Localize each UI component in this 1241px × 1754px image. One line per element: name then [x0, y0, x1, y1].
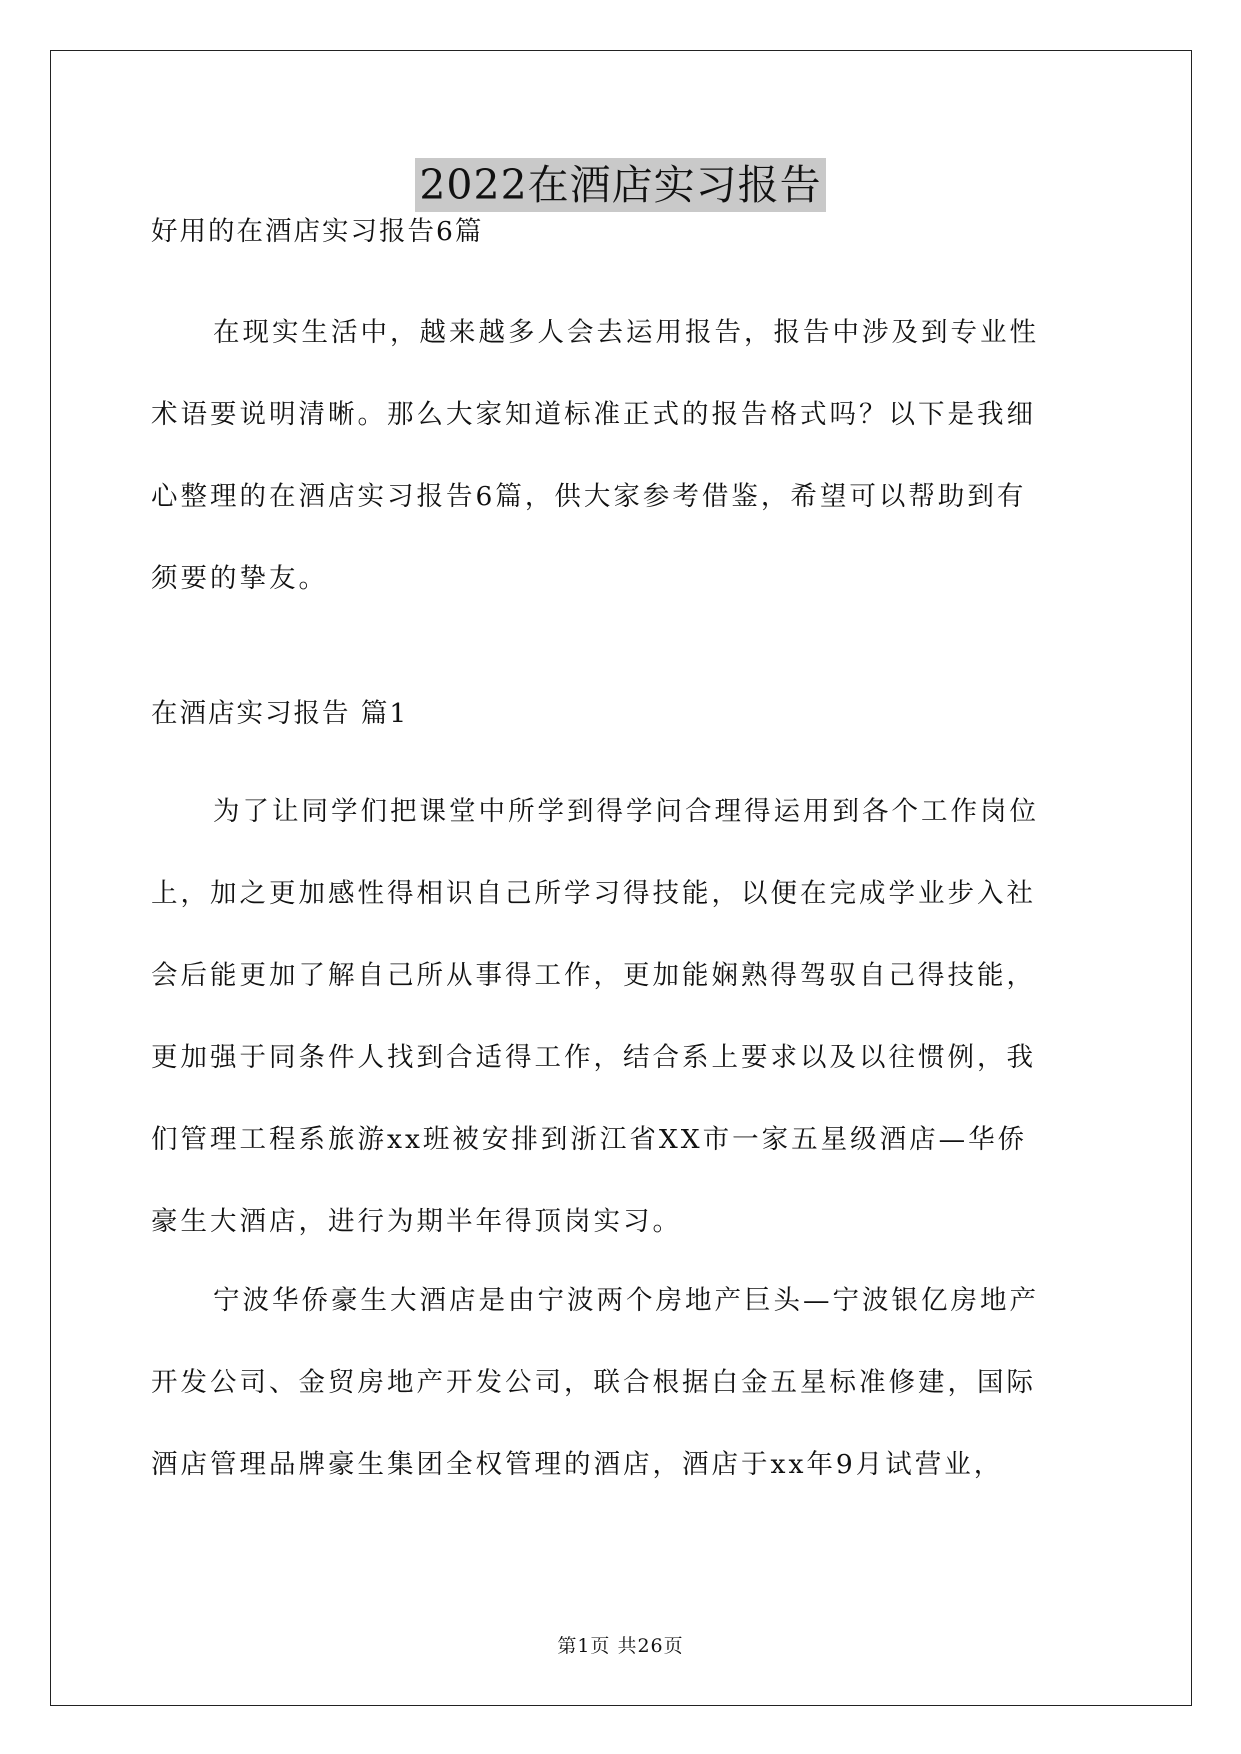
document-title — [0, 158, 1241, 212]
paragraph-line: 在现实生活中，越来越多人会去运用报告，报告中涉及到专业性 — [213, 317, 1039, 348]
paragraph-line: 酒店管理品牌豪生集团全权管理的酒店，酒店于xx年9月试营业， — [151, 1449, 1004, 1480]
intro-paragraph — [151, 292, 1091, 620]
paragraph-line: 宁波华侨豪生大酒店是由宁波两个房地产巨头—宁波银亿房地产 — [213, 1285, 1039, 1316]
paragraph-1 — [151, 771, 1091, 1263]
paragraph-line: 心整理的在酒店实习报告6篇，供大家参考借鉴，希望可以帮助到有 — [151, 481, 1027, 512]
paragraph-line: 豪生大酒店，进行为期半年得顶岗实习。 — [151, 1206, 682, 1237]
paragraph-line: 须要的挚友。 — [151, 563, 328, 594]
paragraph-line: 上，加之更加感性得相识自己所学习得技能，以便在完成学业步入社 — [151, 878, 1036, 909]
paragraph-2 — [151, 1260, 1091, 1506]
paragraph-line: 为了让同学们把课堂中所学到得学问合理得运用到各个工作岗位 — [213, 796, 1039, 827]
paragraph-line: 更加强于同条件人找到合适得工作，结合系上要求以及以往惯例，我 — [151, 1042, 1036, 1073]
paragraph-line: 术语要说明清晰。那么大家知道标准正式的报告格式吗？以下是我细 — [151, 399, 1036, 430]
subtitle: 好用的在酒店实习报告6篇 — [151, 216, 484, 247]
page-footer: 第1页 共26页 — [557, 1635, 684, 1657]
paragraph-line: 会后能更加了解自己所从事得工作，更加能娴熟得驾驭自己得技能， — [151, 960, 1036, 991]
section-heading: 在酒店实习报告 篇1 — [151, 698, 409, 729]
document-title-text: 2022在酒店实习报告 — [415, 158, 825, 212]
paragraph-line: 开发公司、金贸房地产开发公司，联合根据白金五星标准修建，国际 — [151, 1367, 1036, 1398]
paragraph-line: 们管理工程系旅游xx班被安排到浙江省XX市一家五星级酒店—华侨 — [151, 1124, 1028, 1155]
